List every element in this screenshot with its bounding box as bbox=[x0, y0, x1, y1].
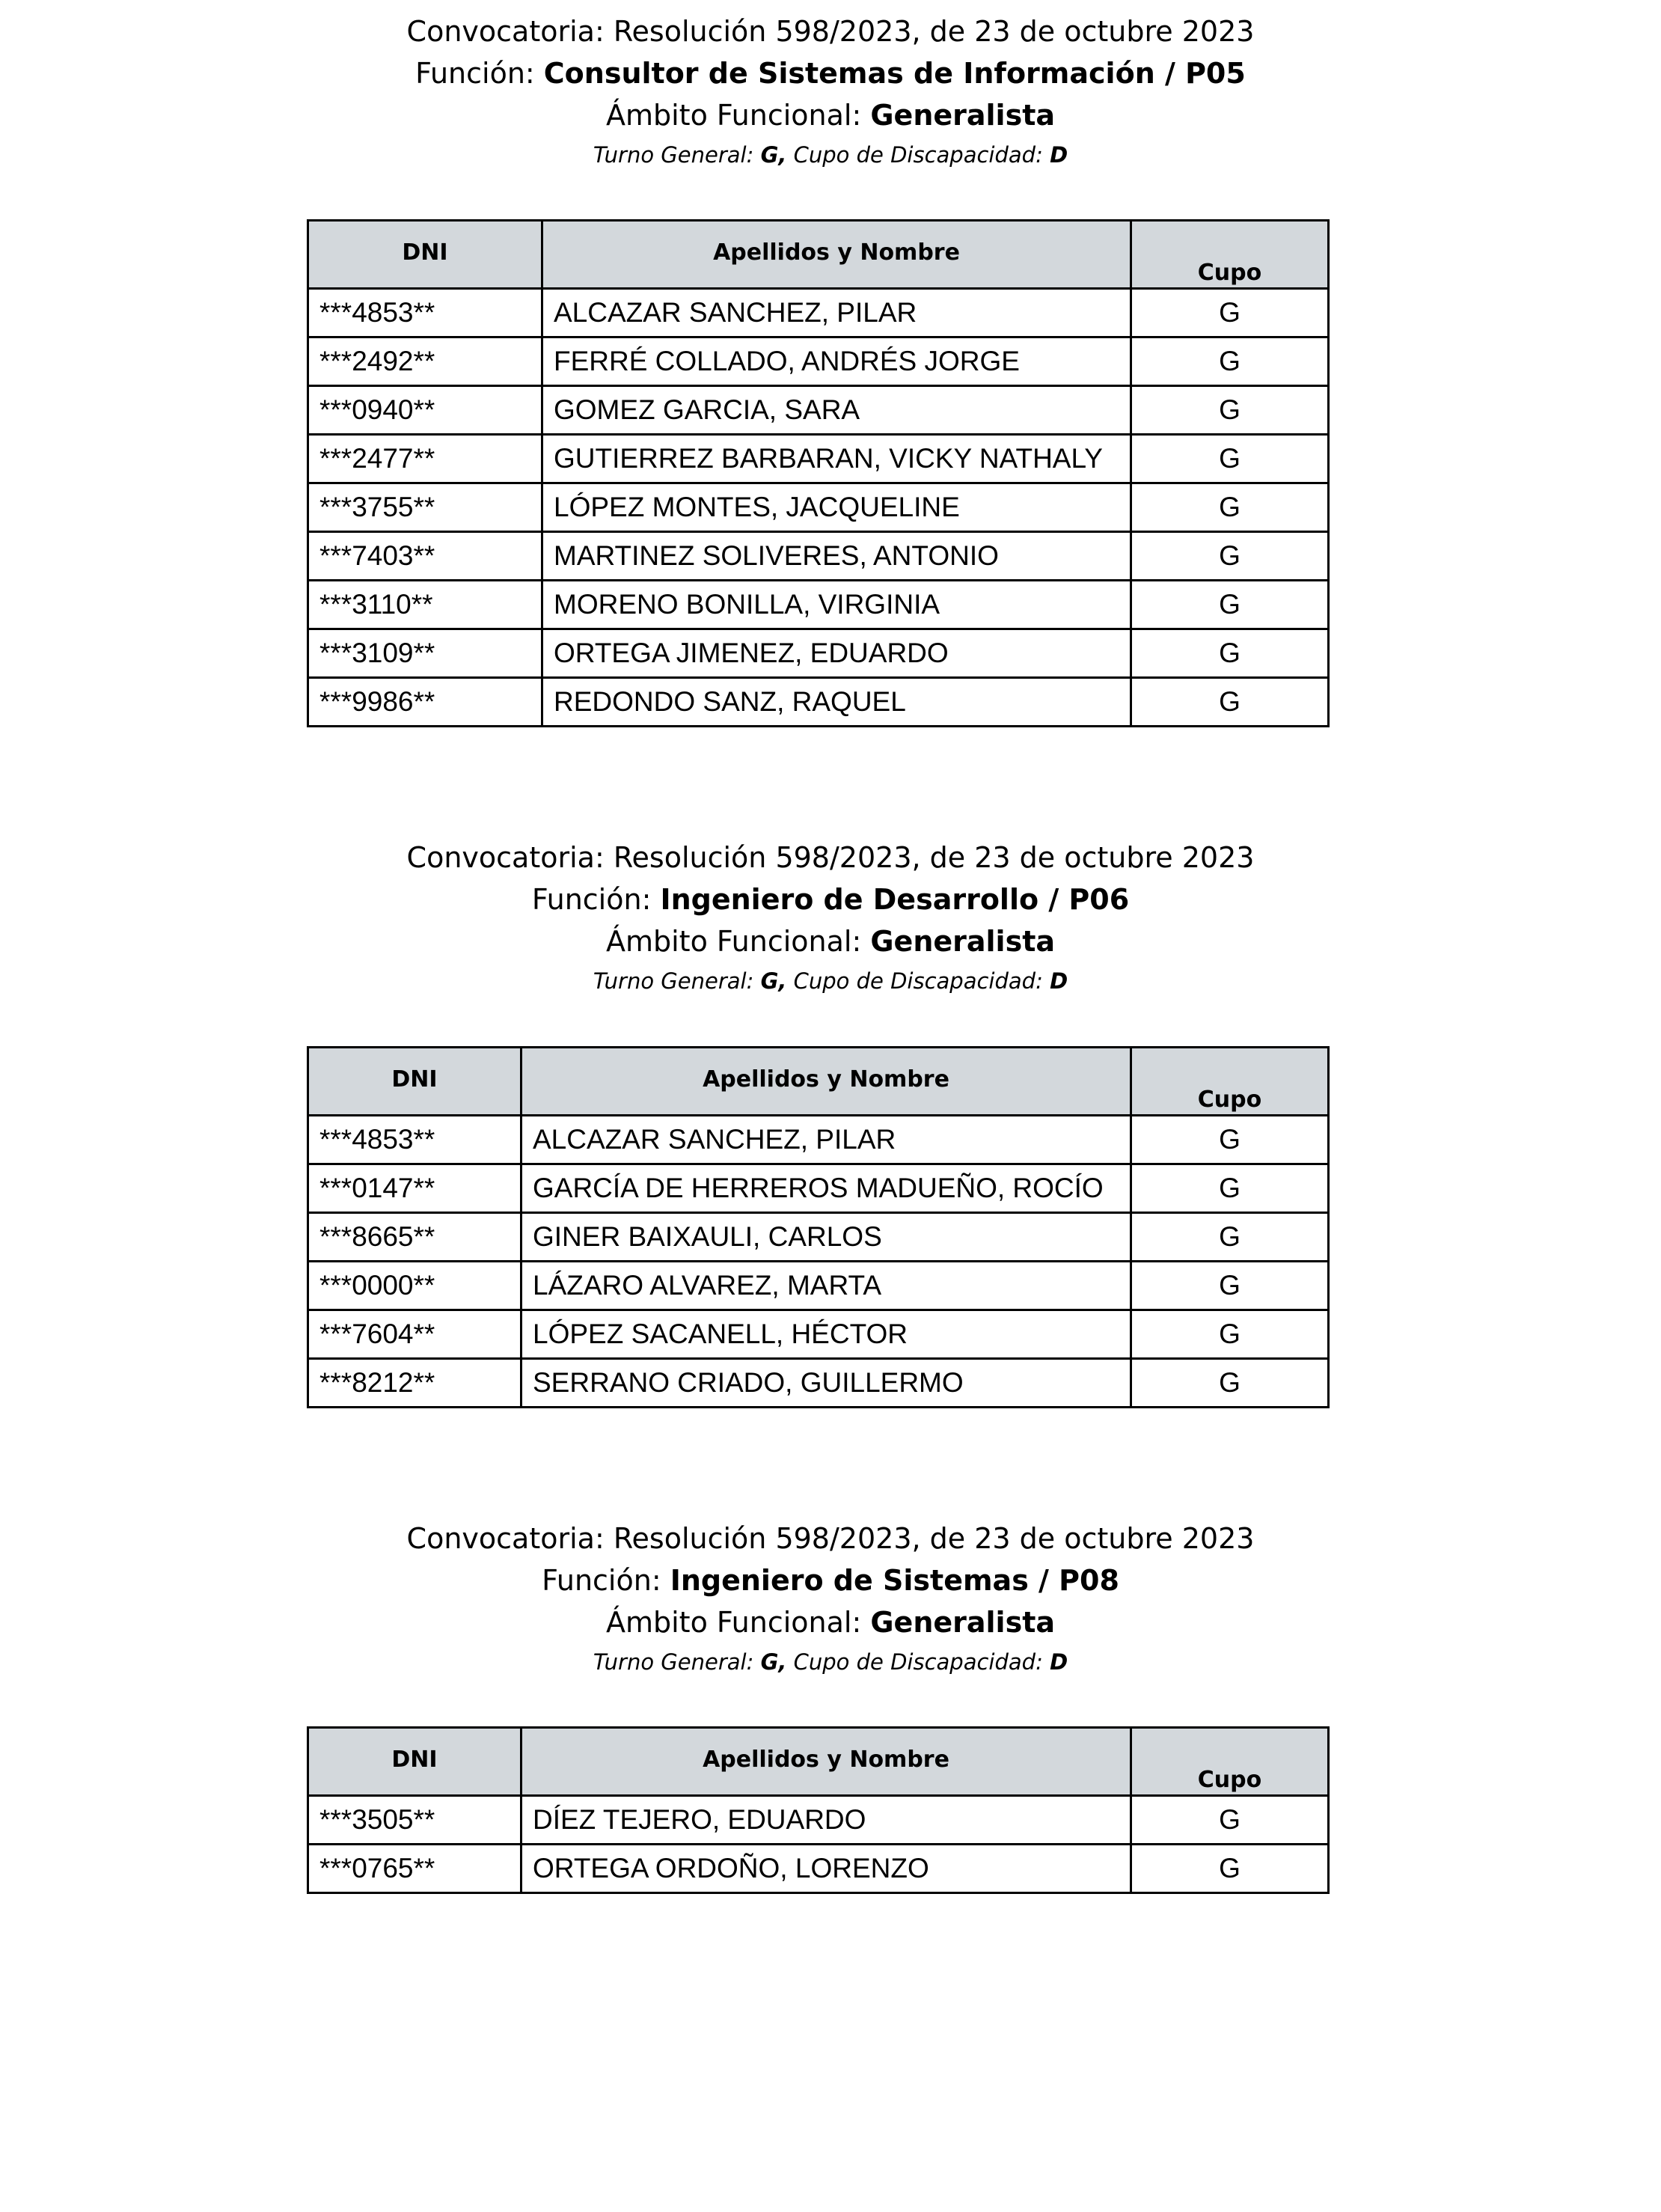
cell-cupo: G bbox=[1131, 532, 1329, 581]
cell-dni: ***0940** bbox=[308, 386, 542, 435]
table-row bbox=[308, 1796, 1329, 1845]
cell-dni: ***3109** bbox=[308, 629, 542, 678]
table-row bbox=[308, 483, 1329, 532]
table-header-row bbox=[308, 1048, 1329, 1116]
convocatoria-line bbox=[0, 10, 1661, 52]
cell-cupo: G bbox=[1131, 1262, 1329, 1310]
cell-dni: ***7403** bbox=[308, 532, 542, 581]
funcion-value: Ingeniero de Sistemas / P08 bbox=[670, 1564, 1119, 1597]
cell-cupo: G bbox=[1131, 1845, 1329, 1893]
cell-cupo: G bbox=[1131, 435, 1329, 483]
cell-nombre: MORENO BONILLA, VIRGINIA bbox=[542, 581, 1131, 629]
cell-cupo: G bbox=[1131, 483, 1329, 532]
funcion-value: Consultor de Sistemas de Información / P05 bbox=[543, 57, 1246, 90]
column-header-nombre: Apellidos y Nombre bbox=[542, 221, 1131, 289]
cell-dni: ***8665** bbox=[308, 1213, 521, 1262]
candidates-table bbox=[307, 1726, 1330, 1894]
funcion-label: Función: bbox=[531, 883, 661, 916]
convocatoria-text: Convocatoria: Resolución 598/2023, de 23 de octubre 2023 bbox=[406, 841, 1255, 874]
table-row bbox=[308, 1164, 1329, 1213]
cell-nombre: DÍEZ TEJERO, EDUARDO bbox=[521, 1796, 1131, 1845]
funcion-line bbox=[0, 879, 1661, 920]
cell-nombre: LÓPEZ MONTES, JACQUELINE bbox=[542, 483, 1131, 532]
ambito-line bbox=[0, 1601, 1661, 1643]
cell-nombre: SERRANO CRIADO, GUILLERMO bbox=[521, 1359, 1131, 1408]
section-p05 bbox=[0, 10, 1661, 174]
funcion-label: Función: bbox=[415, 57, 544, 90]
cell-dni: ***9986** bbox=[308, 678, 542, 727]
cell-nombre: ORTEGA ORDOÑO, LORENZO bbox=[521, 1845, 1131, 1893]
cell-nombre: GARCÍA DE HERREROS MADUEÑO, ROCÍO bbox=[521, 1164, 1131, 1213]
cupo-value: D bbox=[1050, 1649, 1068, 1675]
funcion-line bbox=[0, 1559, 1661, 1601]
convocatoria-text: Convocatoria: Resolución 598/2023, de 23 de octubre 2023 bbox=[406, 15, 1255, 48]
cell-cupo: G bbox=[1131, 337, 1329, 386]
convocatoria-text: Convocatoria: Resolución 598/2023, de 23 de octubre 2023 bbox=[406, 1522, 1255, 1555]
ambito-label: Ámbito Funcional: bbox=[605, 925, 871, 958]
cupo-value: D bbox=[1050, 142, 1068, 168]
turno-value: G, bbox=[760, 968, 787, 994]
table-row bbox=[308, 1262, 1329, 1310]
table-row bbox=[308, 386, 1329, 435]
section-p08 bbox=[0, 1518, 1661, 1681]
cell-cupo: G bbox=[1131, 581, 1329, 629]
turno-line bbox=[0, 962, 1661, 1000]
cell-dni: ***8212** bbox=[308, 1359, 521, 1408]
column-header-cupo: Cupo bbox=[1131, 1728, 1329, 1796]
turno-value: G, bbox=[760, 142, 787, 168]
cell-dni: ***0147** bbox=[308, 1164, 521, 1213]
ambito-line bbox=[0, 920, 1661, 962]
turno-label: Turno General: bbox=[593, 968, 761, 994]
ambito-value: Generalista bbox=[870, 925, 1056, 958]
turno-label: Turno General: bbox=[593, 142, 761, 168]
cell-cupo: G bbox=[1131, 1164, 1329, 1213]
cell-nombre: ALCAZAR SANCHEZ, PILAR bbox=[542, 289, 1131, 337]
cell-dni: ***2477** bbox=[308, 435, 542, 483]
section-header bbox=[0, 1518, 1661, 1681]
convocatoria-line bbox=[0, 837, 1661, 879]
table-row bbox=[308, 435, 1329, 483]
cell-cupo: G bbox=[1131, 289, 1329, 337]
cell-nombre: ALCAZAR SANCHEZ, PILAR bbox=[521, 1116, 1131, 1164]
column-header-nombre: Apellidos y Nombre bbox=[521, 1048, 1131, 1116]
cell-nombre: GUTIERREZ BARBARAN, VICKY NATHALY bbox=[542, 435, 1131, 483]
cell-cupo: G bbox=[1131, 1310, 1329, 1359]
table-header-row bbox=[308, 221, 1329, 289]
candidates-table bbox=[307, 1046, 1330, 1408]
funcion-line bbox=[0, 52, 1661, 94]
funcion-label: Función: bbox=[542, 1564, 670, 1597]
cell-cupo: G bbox=[1131, 1213, 1329, 1262]
turno-value: G, bbox=[760, 1649, 787, 1675]
cupo-label: Cupo de Discapacidad: bbox=[786, 968, 1050, 994]
cell-cupo: G bbox=[1131, 678, 1329, 727]
cell-dni: ***7604** bbox=[308, 1310, 521, 1359]
turno-label: Turno General: bbox=[593, 1649, 761, 1675]
cell-cupo: G bbox=[1131, 386, 1329, 435]
table-row bbox=[308, 1213, 1329, 1262]
cell-dni: ***0000** bbox=[308, 1262, 521, 1310]
table-row bbox=[308, 1845, 1329, 1893]
cell-nombre: ORTEGA JIMENEZ, EDUARDO bbox=[542, 629, 1131, 678]
cell-dni: ***4853** bbox=[308, 289, 542, 337]
ambito-label: Ámbito Funcional: bbox=[605, 1606, 871, 1639]
cell-cupo: G bbox=[1131, 1116, 1329, 1164]
ambito-line bbox=[0, 94, 1661, 136]
cell-nombre: GOMEZ GARCIA, SARA bbox=[542, 386, 1131, 435]
cupo-label: Cupo de Discapacidad: bbox=[786, 142, 1050, 168]
cell-dni: ***2492** bbox=[308, 337, 542, 386]
cell-dni: ***3505** bbox=[308, 1796, 521, 1845]
turno-line bbox=[0, 1643, 1661, 1681]
table-row bbox=[308, 1359, 1329, 1408]
table-row bbox=[308, 629, 1329, 678]
ambito-value: Generalista bbox=[870, 1606, 1056, 1639]
cupo-value: D bbox=[1050, 968, 1068, 994]
table-row bbox=[308, 289, 1329, 337]
cell-nombre: LÁZARO ALVAREZ, MARTA bbox=[521, 1262, 1131, 1310]
table-row bbox=[308, 1310, 1329, 1359]
cell-cupo: G bbox=[1131, 1796, 1329, 1845]
section-header bbox=[0, 837, 1661, 1000]
cell-dni: ***3110** bbox=[308, 581, 542, 629]
table-row bbox=[308, 337, 1329, 386]
column-header-cupo: Cupo bbox=[1131, 221, 1329, 289]
section-p06 bbox=[0, 837, 1661, 1000]
column-header-dni: DNI bbox=[308, 1048, 521, 1116]
funcion-value: Ingeniero de Desarrollo / P06 bbox=[660, 883, 1130, 916]
cell-cupo: G bbox=[1131, 629, 1329, 678]
cell-nombre: FERRÉ COLLADO, ANDRÉS JORGE bbox=[542, 337, 1131, 386]
cell-dni: ***4853** bbox=[308, 1116, 521, 1164]
turno-line bbox=[0, 136, 1661, 174]
table-row bbox=[308, 1116, 1329, 1164]
ambito-value: Generalista bbox=[870, 99, 1056, 132]
cell-nombre: GINER BAIXAULI, CARLOS bbox=[521, 1213, 1131, 1262]
ambito-label: Ámbito Funcional: bbox=[605, 99, 871, 132]
candidates-table bbox=[307, 219, 1330, 727]
cell-dni: ***3755** bbox=[308, 483, 542, 532]
column-header-cupo: Cupo bbox=[1131, 1048, 1329, 1116]
cell-cupo: G bbox=[1131, 1359, 1329, 1408]
column-header-nombre: Apellidos y Nombre bbox=[521, 1728, 1131, 1796]
table-row bbox=[308, 532, 1329, 581]
cell-nombre: REDONDO SANZ, RAQUEL bbox=[542, 678, 1131, 727]
cell-nombre: MARTINEZ SOLIVERES, ANTONIO bbox=[542, 532, 1131, 581]
convocatoria-line bbox=[0, 1518, 1661, 1559]
cell-dni: ***0765** bbox=[308, 1845, 521, 1893]
section-header bbox=[0, 10, 1661, 174]
table-row bbox=[308, 581, 1329, 629]
cell-nombre: LÓPEZ SACANELL, HÉCTOR bbox=[521, 1310, 1131, 1359]
column-header-dni: DNI bbox=[308, 221, 542, 289]
table-header-row bbox=[308, 1728, 1329, 1796]
table-row bbox=[308, 678, 1329, 727]
cupo-label: Cupo de Discapacidad: bbox=[786, 1649, 1050, 1675]
column-header-dni: DNI bbox=[308, 1728, 521, 1796]
